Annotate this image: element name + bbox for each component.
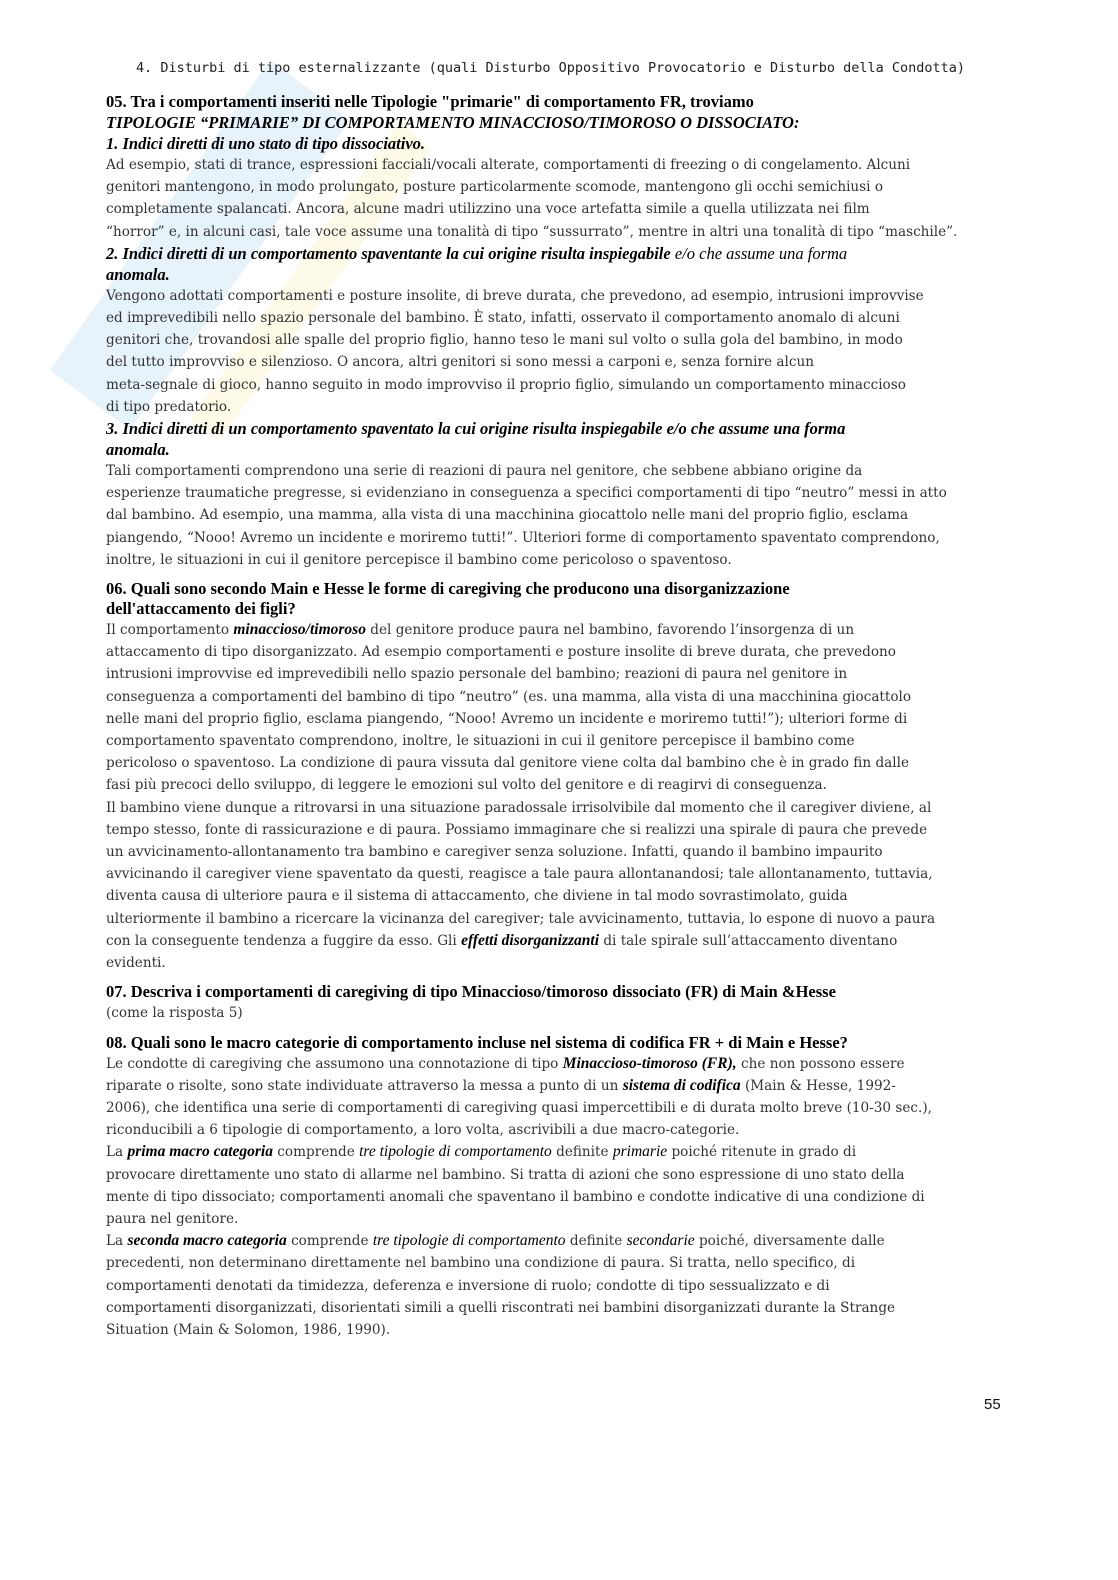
italic-text: primarie: [612, 1143, 668, 1161]
text-line: piangendo, “Nooo! Avremo un incidente e moriremo tutti!”. Ulteriori forme di comportamento spaventato comprendono,: [106, 529, 940, 546]
section-06: [106, 579, 1006, 974]
question-05-subtitle: TIPOLOGIE “PRIMARIE” DI COMPORTAMENTO MINACCIOSO/TIMOROSO O DISSOCIATO:: [106, 113, 800, 132]
text-line: meta-segnale di gioco, hanno seguito in modo improvviso il proprio figlio, simulando un comportamento minaccioso: [106, 376, 906, 393]
text-line: pericoloso o spaventoso. La condizione di paura vissuta dal genitore viene colta dal bambino che è in grado fin dalle: [106, 755, 909, 772]
text-line: Il bambino viene dunque a ritrovarsi in una situazione paradossale irrisolvibile dal momento che il caregiver diviene, al: [106, 799, 932, 816]
emphasis: prima macro categoria: [127, 1143, 273, 1161]
text-line: evidenti.: [106, 955, 166, 972]
text-line: di tipo predatorio.: [106, 398, 232, 415]
text-line: [106, 1141, 1006, 1163]
text-span: poiché, diversamente dalle: [694, 1233, 885, 1250]
text-span: poiché ritenute in grado di: [667, 1144, 857, 1161]
text-line: precedenti, non determinano direttamente nel bambino una condizione di paura. Si tratta, nello specifico, di: [106, 1255, 856, 1272]
text-span: comprende: [286, 1233, 373, 1250]
text-line: completamente spalancati. Ancora, alcune madri utilizzino una voce artefatta simile a quella utilizzata nei film: [106, 201, 870, 218]
text-span: La: [106, 1144, 128, 1161]
answer-text: (come la risposta 5): [106, 1005, 243, 1022]
subheading-2-tail: e/o che assume una forma: [674, 243, 848, 263]
text-line: esperienze traumatiche pregresse, si evidenziano in conseguenza a specifici comportamenti di tipo “neutro” messi in atto: [106, 485, 947, 502]
list-item: 4. Disturbi di tipo esternalizzante (quali Disturbo Oppositivo Provocatorio e Disturbo della Condotta): [136, 60, 966, 76]
text-line: riconducibili a 6 tipologie di comportamento, a loro volta, ascrivibili a due macro-categorie.: [106, 1122, 740, 1139]
text-span: Il comportamento: [106, 622, 234, 639]
text-line: mente di tipo dissociato; comportamenti anomali che spaventano il bambino e condotte indicative di una condizione di: [106, 1188, 925, 1205]
section-07: [106, 982, 1006, 1024]
question-05-title: 05. Tra i comportamenti inseriti nelle Tipologie "primarie" di comportamento FR, troviamo: [106, 92, 754, 111]
text-line: 2006), che identifica una serie di comportamenti di caregiving quasi impercettibili e di durata molto breve (10-30 sec.),: [106, 1099, 932, 1116]
italic-text: tre tipologie di comportamento: [372, 1232, 566, 1250]
text-line: intrusioni improvvise ed imprevedibili nello spazio personale del bambino; reazioni di paura nel genitore in: [106, 666, 848, 683]
paragraph-3: [106, 460, 1006, 571]
text-line: fasi più precoci dello sviluppo, di leggere le emozioni sul volto del genitore e di reagirvi di conseguenza.: [106, 777, 827, 794]
subheading-3-end: anomala.: [106, 440, 170, 460]
emphasis: sistema di codifica: [622, 1076, 741, 1094]
text-line: “horror” e, in alcuni casi, tale voce assume una tonalità di tipo “sussurrato”, mentre in altri una tonalità di tipo “maschile”.: [106, 223, 958, 240]
text-line: un avvicinamento-allontanamento tra bambino e caregiver senza soluzione. Infatti, quando il bambino impaurito: [106, 844, 883, 861]
text-line: [106, 1075, 1006, 1097]
subheading-3: 3. Indici diretti di un comportamento spaventato la cui origine risulta inspiegabile e/o che assume una forma: [106, 419, 846, 439]
text-line: attaccamento di tipo disorganizzato. Ad esempio comportamenti e posture insolite di breve durata, che prevedono: [106, 644, 896, 661]
text-line: del tutto improvviso e silenzioso. O ancora, altri genitori si sono messi a carponi e, senza fornire alcun: [106, 354, 814, 371]
text-span: comprende: [272, 1144, 360, 1161]
text-line: Vengono adottati comportamenti e posture insolite, di breve durata, che prevedono, ad esempio, intrusioni improvvise: [106, 287, 924, 304]
subheading-2-end: anomala.: [106, 264, 170, 284]
text-line: paura nel genitore.: [106, 1210, 239, 1227]
emphasis: seconda macro categoria: [127, 1232, 287, 1250]
text-span: con la conseguente tendenza a fuggire da esso. Gli: [106, 932, 462, 949]
italic-text: tre tipologie di comportamento: [359, 1143, 552, 1161]
question-08-title: 08. Quali sono le macro categorie di comportamento incluse nel sistema di codifica FR + di Main e Hesse?: [106, 1032, 848, 1052]
text-line: [106, 619, 1006, 641]
question-06-title: 06. Quali sono secondo Main e Hesse le forme di caregiving che producono una disorganizzazione: [106, 579, 790, 599]
italic-text: secondarie: [626, 1232, 695, 1250]
emphasis: effetti disorganizzanti: [461, 931, 600, 949]
text-line: tempo stesso, fonte di rassicurazione e di paura. Possiamo immaginare che si realizzi una spirale di paura che prevede: [106, 821, 928, 838]
text-span: riparate o risolte, sono state individuate attraverso la messa a punto di un: [106, 1077, 623, 1094]
text-line: inoltre, le situazioni in cui il genitore percepisce il bambino come pericoloso o spaventoso.: [106, 551, 732, 568]
text-line: [106, 1230, 1006, 1252]
subheading-2-main: 2. Indici diretti di un comportamento spaventante la cui origine risulta inspiegabile: [106, 243, 671, 263]
subheading-1: 1. Indici diretti di uno stato di tipo dissociativo.: [106, 134, 426, 153]
document-page: [106, 58, 1006, 1341]
page-number: 55: [984, 1396, 1001, 1413]
section-05: [106, 92, 1006, 571]
text-line: conseguenza a comportamenti del bambino di tipo “neutro” (es. una mamma, alla vista di una macchinina giocattolo: [106, 688, 912, 705]
text-span: Le condotte di caregiving che assumono una connotazione di tipo: [106, 1055, 563, 1072]
text-line: ulteriormente il bambino a ricercare la vicinanza del caregiver; tale avvicinamento, tuttavia, lo espone di nuovo a paura: [106, 910, 936, 927]
text-span: che non possono essere: [736, 1055, 905, 1072]
question-07-title: 07. Descriva i comportamenti di caregiving di tipo Minaccioso/timoroso dissociato (FR) di Main &Hesse: [106, 982, 836, 1002]
text-line: comportamenti denotati da timidezza, deferenza e inversione di ruolo; condotte di tipo sessualizzato e di: [106, 1277, 830, 1294]
text-line: ed imprevedibili nello spazio personale del bambino. È stato, infatti, osservato il comportamento anomalo di alcuni: [106, 310, 900, 327]
text-line: [106, 1053, 1006, 1075]
text-line: genitori che, trovandosi alle spalle del proprio figlio, hanno teso le mani sul volto o sulla gola del bambino, in modo: [106, 332, 903, 349]
text-line: avvicinando il caregiver viene spaventato da questi, reagisce a tale paura allontanandosi; tale allontanamento, tuttavia,: [106, 866, 933, 883]
text-line: Tali comportamenti comprendono una serie di reazioni di paura nel genitore, che sebbene abbiano origine da: [106, 463, 863, 480]
text-line: genitori mantengono, in modo prolungato, posture particolarmente scomode, mantengono gli occhi semichiusi o: [106, 179, 884, 196]
paragraph-2: [106, 285, 1006, 418]
text-span: del genitore produce paura nel bambino, favorendo l’insorgenza di un: [365, 622, 855, 639]
text-span: La: [106, 1233, 128, 1250]
text-line: Situation (Main & Solomon, 1986, 1990).: [106, 1321, 391, 1338]
paragraph-1: [106, 154, 1006, 243]
emphasis: Minaccioso-timoroso (FR),: [562, 1054, 737, 1072]
text-line: nelle mani del proprio figlio, esclama piangendo, “Nooo! Avremo un incidente e moriremo tutti!”); ulteriori forme di: [106, 710, 908, 727]
subheading-2: [106, 243, 1006, 264]
section-08: [106, 1033, 1006, 1342]
emphasis: minaccioso/timoroso: [233, 621, 366, 639]
text-line: diventa causa di ulteriore paura e il sistema di attaccamento, che diviene in tal modo sovrastimolato, guida: [106, 888, 848, 905]
text-line: dal bambino. Ad esempio, una mamma, alla vista di una macchinina giocattolo nelle mani del proprio figlio, esclama: [106, 507, 909, 524]
text-line: [106, 930, 1006, 952]
text-line: comportamenti disorganizzati, disorientati simili a quelli riscontrati nei bambini disorganizzati durante la Strange: [106, 1299, 896, 1316]
text-span: (Main & Hesse, 1992-: [740, 1077, 896, 1094]
text-span: definite: [551, 1144, 613, 1161]
text-span: definite: [565, 1233, 627, 1250]
text-line: Ad esempio, stati di trance, espressioni facciali/vocali alterate, comportamenti di freezing o di congelamento. Alcuni: [106, 157, 911, 173]
text-line: comportamento spaventato comprendono, inoltre, le situazioni in cui il genitore percepisce il bambino come: [106, 733, 855, 750]
text-span: di tale spirale sull’attaccamento diventano: [599, 932, 898, 949]
question-06-title-cont: dell'attaccamento dei figli?: [106, 599, 296, 619]
text-line: provocare direttamente uno stato di allarme nel bambino. Si tratta di azioni che sono espressione di uno stato della: [106, 1166, 905, 1183]
